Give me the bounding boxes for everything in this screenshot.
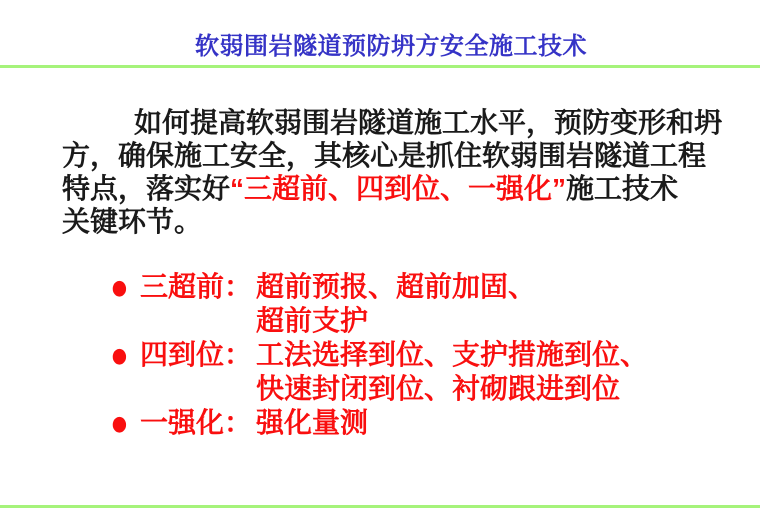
bullet-label: 一强化： — [140, 407, 253, 438]
bullet-marker-icon: ● — [110, 266, 129, 308]
bullet-label: 三超前： — [140, 271, 253, 302]
bullet-marker-icon: ● — [110, 402, 129, 444]
paragraph-line — [62, 106, 722, 139]
bullet-row — [110, 266, 648, 308]
highlighted-phrase: “三超前、四到位、一强化” — [230, 173, 567, 204]
text-segment: 方，确保施工安全，其核心是抓住软弱围岩隧道工程 — [62, 140, 707, 171]
bullet-text: 快速封闭到位、衬砌跟进到位 — [256, 373, 621, 404]
bullet-continuation-row — [110, 372, 648, 406]
slide-title: 软弱围岩隧道预防坍方安全施工技术 — [195, 33, 587, 60]
bullet-label: 四到位： — [140, 339, 253, 370]
paragraph-line — [62, 172, 722, 205]
paragraph-line — [62, 205, 722, 238]
top-divider-line — [0, 65, 760, 68]
bullet-continuation-row — [110, 304, 648, 338]
bullet-row — [110, 402, 648, 444]
text-segment: 关键环节。 — [62, 206, 203, 237]
bullet-list — [110, 266, 649, 444]
text-segment: 施工技术 — [566, 173, 679, 204]
bullet-text: 超前预报、超前加固、 — [256, 271, 537, 302]
paragraph-line — [62, 139, 722, 172]
text-segment: 特点，落实好 — [62, 173, 231, 204]
bullet-text: 工法选择到位、支护措施到位、 — [256, 339, 649, 370]
text-segment: 如何提高软弱围岩隧道施工水平，预防变形和坍 — [134, 107, 723, 138]
bullet-text: 超前支护 — [256, 305, 369, 336]
bullet-marker-icon: ● — [110, 334, 129, 376]
bottom-divider-line — [0, 505, 760, 508]
body-paragraph — [62, 106, 722, 238]
bullet-text: 强化量测 — [256, 407, 369, 438]
bullet-row — [110, 334, 649, 376]
